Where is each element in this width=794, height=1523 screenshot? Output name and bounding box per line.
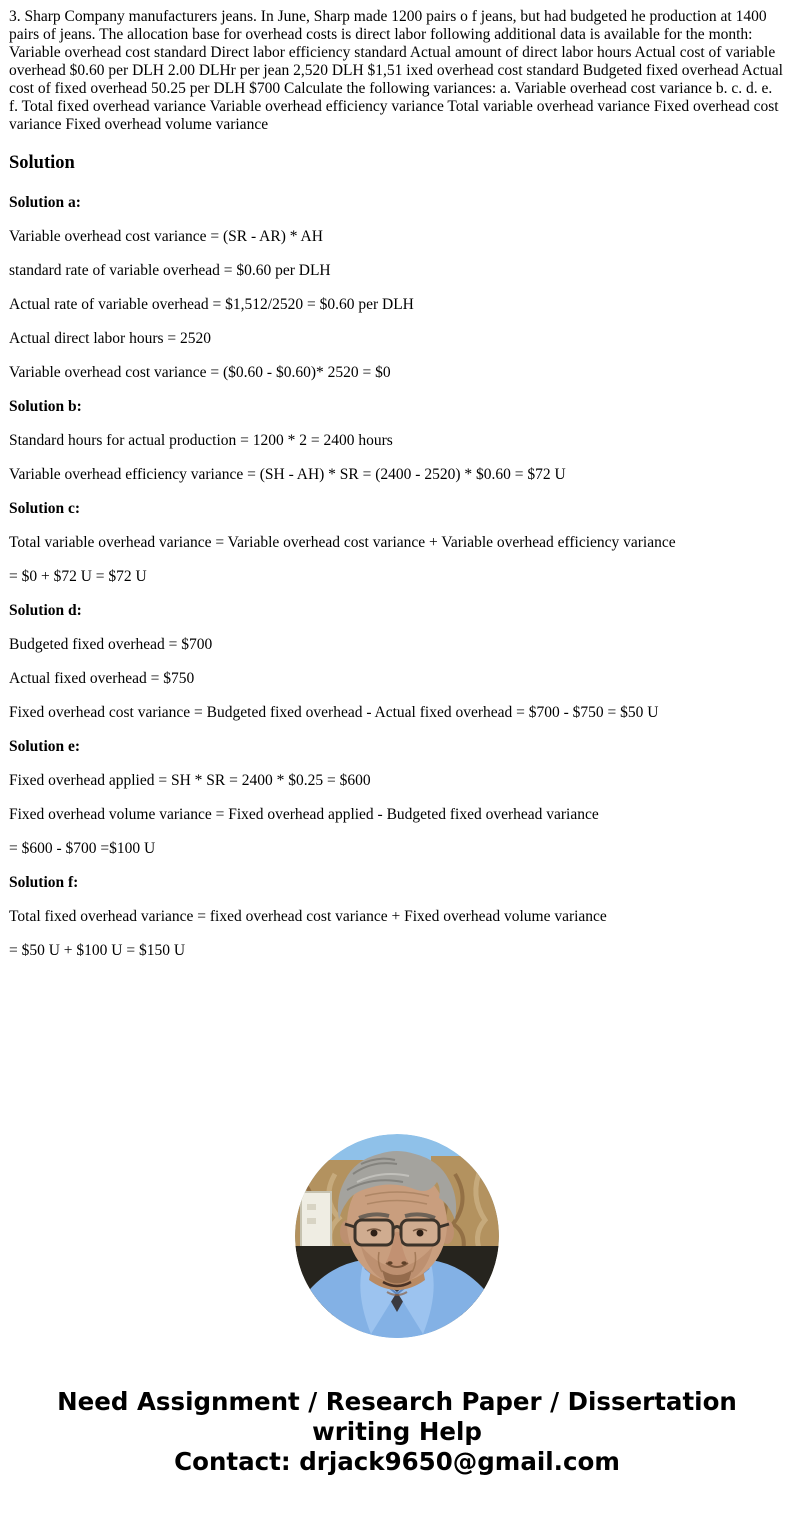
solution-section-label: Solution f: xyxy=(9,874,79,891)
solution-section-label: Solution b: xyxy=(9,398,82,415)
solution-line: Actual direct labor hours = 2520 xyxy=(9,330,212,347)
solution-section-f xyxy=(9,875,784,959)
solution-section-label: Solution d: xyxy=(9,602,82,619)
footer-promo-line-2: writing Help xyxy=(312,1417,482,1446)
person-portrait-icon xyxy=(295,1134,499,1338)
problem-statement: 3. Sharp Company manufacturers jeans. In June, Sharp made 1200 pairs o f jeans, but had budgeted he production at 1400 pairs of jeans. The allocation base for overhead costs is direct labor following additional data is available for the month: Variable overhead cost standard Direct labor efficiency standard Actual amount of direct labor hours Actual cost of variable overhead $0.60 per DLH 2.00 DLHr per jean 2,520 DLH $1,51 ixed overhead cost standard Budgeted fixed overhead Actual cost of fixed overhead 50.25 per DLH $700 Calculate the following variances: a. Variable overhead cost variance b. c. d. e. f. Total fixed overhead variance Variable overhead efficiency variance Total variable overhead variance Fixed overhead cost variance Fixed overhead volume variance xyxy=(9,8,783,133)
solution-heading: Solution xyxy=(9,153,75,173)
solution-line: Standard hours for actual production = 1200 * 2 = 2400 hours xyxy=(9,432,393,449)
solution-line: Actual rate of variable overhead = $1,512/2520 = $0.60 per DLH xyxy=(9,296,414,313)
solution-section-label: Solution e: xyxy=(9,738,81,755)
solution-line: Fixed overhead volume variance = Fixed overhead applied - Budgeted fixed overhead variance xyxy=(9,806,599,823)
solution-line: = $0 + $72 U = $72 U xyxy=(9,568,147,585)
solution-section-c xyxy=(9,501,784,585)
solution-line: Budgeted fixed overhead = $700 xyxy=(9,636,213,653)
solution-section-d xyxy=(9,603,784,721)
footer-promo xyxy=(0,1387,794,1477)
solution-line: Fixed overhead cost variance = Budgeted fixed overhead - Actual fixed overhead = $700 - $750 = $50 U xyxy=(9,704,659,721)
solution-section-b xyxy=(9,399,784,483)
solution-line: Actual fixed overhead = $750 xyxy=(9,670,195,687)
footer-promo-line-1: Need Assignment / Research Paper / Dissertation xyxy=(57,1387,737,1416)
solution-line: Total variable overhead variance = Variable overhead cost variance + Variable overhead efficiency variance xyxy=(9,534,676,551)
solution-section-label: Solution c: xyxy=(9,500,81,517)
tutor-avatar xyxy=(295,1134,499,1338)
solution-line: Total fixed overhead variance = fixed overhead cost variance + Fixed overhead volume variance xyxy=(9,908,607,925)
footer-contact-email: Contact: drjack9650@gmail.com xyxy=(174,1447,620,1476)
solution-line: = $600 - $700 =$100 U xyxy=(9,840,156,857)
solution-line: Variable overhead efficiency variance = (SH - AH) * SR = (2400 - 2520) * $0.60 = $72 U xyxy=(9,466,566,483)
solution-line: Variable overhead cost variance = (SR - AR) * AH xyxy=(9,228,323,245)
solution-line: = $50 U + $100 U = $150 U xyxy=(9,942,186,959)
solution-section-a xyxy=(9,195,784,381)
solution-section-e xyxy=(9,739,784,857)
solution-line: Fixed overhead applied = SH * SR = 2400 * $0.25 = $600 xyxy=(9,772,371,789)
solution-line: Variable overhead cost variance = ($0.60 - $0.60)* 2520 = $0 xyxy=(9,364,391,381)
solution-section-label: Solution a: xyxy=(9,194,81,211)
solution-line: standard rate of variable overhead = $0.60 per DLH xyxy=(9,262,331,279)
